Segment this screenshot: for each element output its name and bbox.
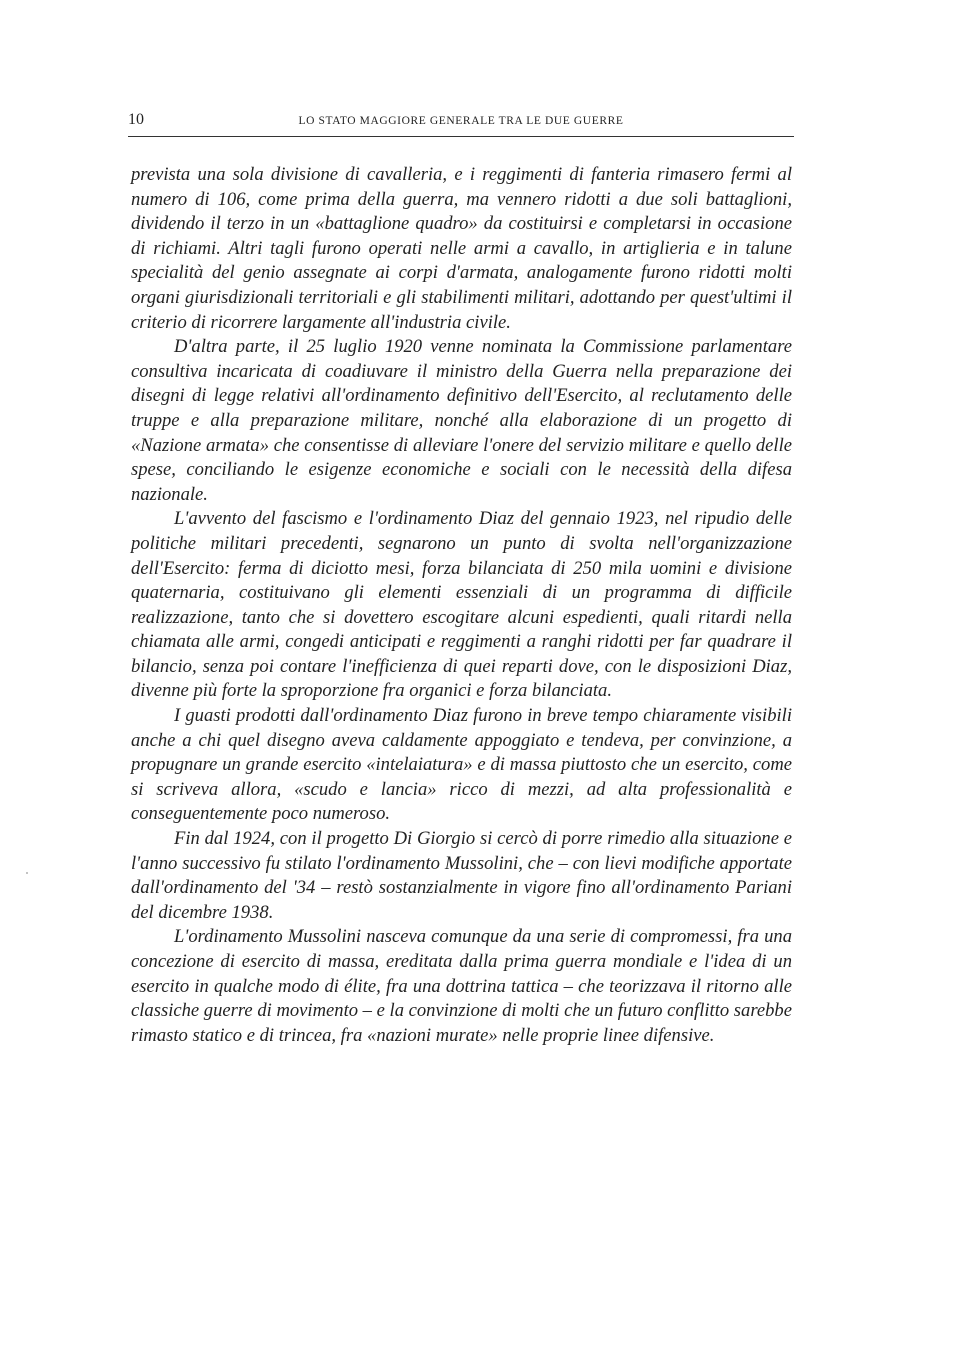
paragraph-guasti: I guasti prodotti dall'ordinamento Diaz furono in breve tempo chiaramente visibili anche a chi quel disegno aveva caldamente appoggiato e tendeva, per convinzione, a propugnare un grande esercito «intelaiatura» e di massa piuttosto che un esercito, come si scriveva allora, «scudo e lancia» ricco di mezzi, ad alta professionalità e conseguentemente poco numeroso. [131,705,792,825]
paragraph-fascismo-diaz: L'avvento del fascismo e l'ordinamento Diaz del gennaio 1923, nel ripudio delle politiche militari precedenti, segnarono un punto di svolta nell'organizzazione dell'Esercito: ferma di diciotto mesi, forza bilanciata di 250 mila uomini e divisione quaternaria, costituivano gli elementi essenziali di un programma di difficile realizzazione, tanto che si dovettero escogitare alcuni espedienti, quali ritardi nella chiamata alle armi, congedi anticipati e reggimenti a ranghi ridotti per far quadrare il bilancio, senza poi contare l'inefficienza di quei reparti dove, con le disposizioni Diaz, divenne più forte la sproporzione fra organici e forza bilanciata. [131,508,792,702]
running-title: LO STATO MAGGIORE GENERALE TRA LE DUE GUERRE [298,115,624,127]
paragraph-di-giorgio: Fin dal 1924, con il progetto Di Giorgio si cercò di porre rimedio alla situazione e l'anno successivo fu stilato l'ordinamento Mussolini, che – con lievi modifiche apportate dall'ordinamento del '34 – restò sostanzialmente in vigore fino all'ordinamento Pariani del dicembre 1938. [131,828,792,923]
paragraph-commissione: D'altra parte, il 25 luglio 1920 venne nominata la Commissione parlamentare consultiva incaricata di coadiuvare il ministro della Guerra nella preparazione dei disegni di legge relativi all'ordinamento definitivo dell'Esercito, al reclutamento delle truppe e alla preparazione militare, nonché alla elaborazione di un progetto di «Nazione armata» che consentisse di alleviare l'onere del servizio militare e quello delle spese, conciliando le esigenze economiche e sociali con le necessità della difesa nazionale. [131,336,792,505]
running-header [128,110,794,137]
page-number: 10 [128,111,144,128]
paragraph-continued: prevista una sola divisione di cavalleria, e i reggimenti di fanteria rimasero fermi al numero di 106, come prima della guerra, ma vennero ridotti a due soli battaglioni, dividendo il terzo in un «battaglione quadro» da costituirsi e completarsi in occasione di richiami. Altri tagli furono operati nelle armi a cavallo, in artiglieria e in talune specialità del genio assegnate ai corpi d'armata, analogamente furono ridotti molti organi giurisdizionali territoriali e gli stabilimenti militari, adottando per quest'ultimi il criterio di ricorrere largamente all'industria civile. [131,164,792,333]
body-text [131,163,792,1048]
paragraph-mussolini: L'ordinamento Mussolini nasceva comunque da una serie di compromessi, fra una concezione di esercito di massa, ereditata dalla prima guerra mondiale e l'idea di un esercito in qualche modo di élite, fra una dottrina tattica – che teorizzava il ritorno alle classiche guerre di movimento – e la convinzione di molti che un futuro conflitto sarebbe rimasto statico e di trincea, fra «nazioni murate» nelle proprie linee difensive. [131,926,792,1046]
scan-speck [26,872,28,874]
